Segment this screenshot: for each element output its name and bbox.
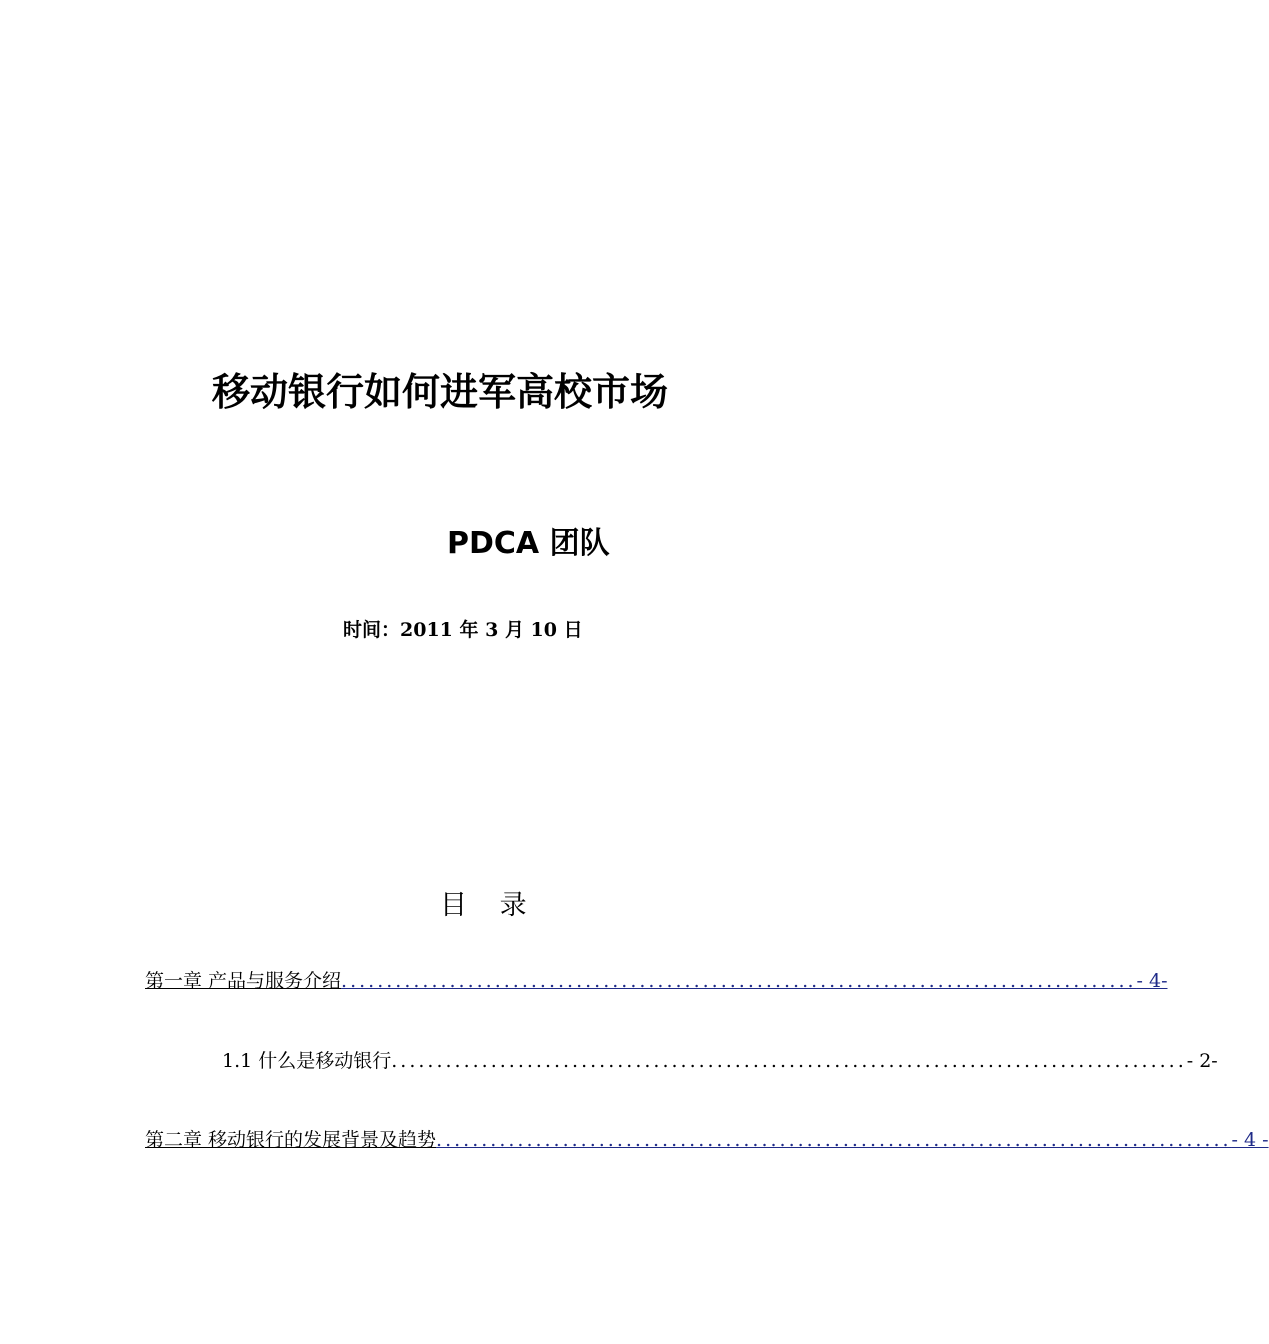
toc-entry-section-1-1[interactable] bbox=[222, 1047, 1218, 1075]
toc-entry-label: 1.1 什么是移动银行 bbox=[222, 1050, 392, 1072]
toc-dot-leader: ........................................................................................ bbox=[436, 1129, 1232, 1151]
toc-entry-chapter-2[interactable] bbox=[145, 1126, 1269, 1154]
toc-entry-page: - 4 - bbox=[1231, 1129, 1269, 1151]
toc-entry-label: 第二章 移动银行的发展背景及趋势 bbox=[145, 1129, 437, 1151]
document-date: 时间：2011 年 3 月 10 日 bbox=[343, 619, 583, 641]
toc-entry-page: - 4- bbox=[1136, 970, 1168, 992]
team-name: PDCA 团队 bbox=[447, 526, 610, 561]
toc-heading: 目 录 bbox=[440, 890, 539, 921]
toc-dot-leader: ........................................................................................ bbox=[391, 1050, 1187, 1072]
document-title: 移动银行如何进军高校市场 bbox=[212, 370, 669, 414]
toc-entry-label: 第一章 产品与服务介绍 bbox=[145, 970, 342, 992]
toc-entry-chapter-1[interactable] bbox=[145, 967, 1168, 995]
toc-entry-page: - 2- bbox=[1186, 1050, 1218, 1072]
toc-dot-leader: ........................................................................................ bbox=[341, 970, 1137, 992]
